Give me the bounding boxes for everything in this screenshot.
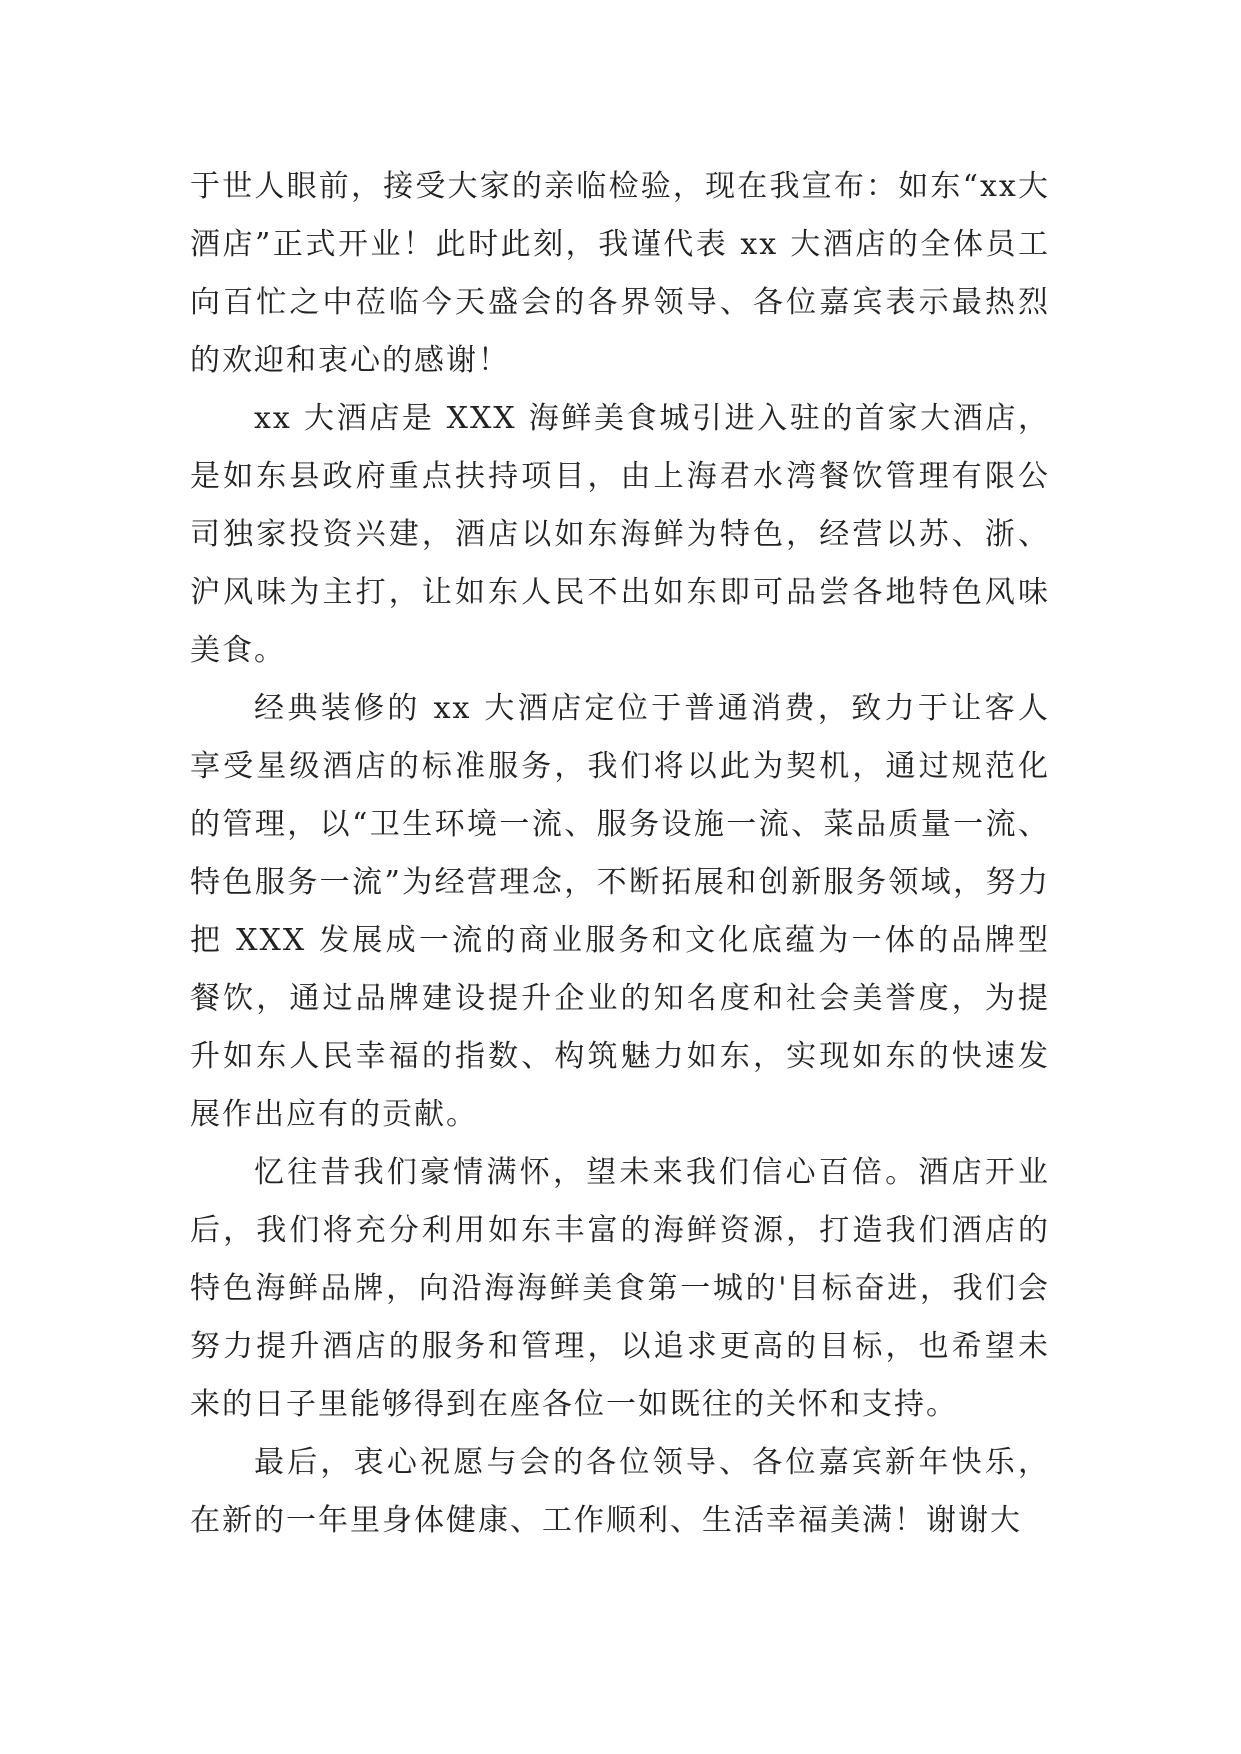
paragraph-closing-wishes: 最后，衷心祝愿与会的各位领导、各位嘉宾新年快乐，在新的一年里身体健康、工作顺利、生活幸福美满！谢谢大 (190, 1445, 1050, 1538)
paragraph-continuation: 于世人眼前，接受大家的亲临检验，现在我宣布：如东“xx大酒店”正式开业！此时此刻，我谨代表 xx 大酒店的全体员工向百忙之中莅临今天盛会的各界领导、各位嘉宾表示最热烈的欢迎和衷心的感谢！ (190, 169, 1050, 378)
paragraph-hotel-intro: xx 大酒店是 XXX 海鲜美食城引进入驻的首家大酒店，是如东县政府重点扶持项目，由上海君水湾餐饮管理有限公司独家投资兴建，酒店以如东海鲜为特色，经营以苏、浙、沪风味为主打，让如东人民不出如东即可品尝各地特色风味美食。 (190, 401, 1050, 668)
paragraph-future-outlook: 忆往昔我们豪情满怀，望未来我们信心百倍。酒店开业后，我们将充分利用如东丰富的海鲜资源，打造我们酒店的特色海鲜品牌，向沿海海鲜美食第一城的'目标奋进，我们会努力提升酒店的服务和管理，以追求更高的目标，也希望未来的日子里能够得到在座各位一如既往的关怀和支持。 (190, 1155, 1050, 1422)
paragraph-hotel-positioning: 经典装修的 xx 大酒店定位于普通消费，致力于让客人享受星级酒店的标准服务，我们将以此为契机，通过规范化的管理，以“卫生环境一流、服务设施一流、菜品质量一流、特色服务一流”为经营理念，不断拓展和创新服务领域，努力把 XXX 发展成一流的商业服务和文化底蕴为一体的品牌型餐饮，通过品牌建设提升企业的知名度和社会美誉度，为提升如东人民幸福的指数、构筑魅力如东，实现如东的快速发展作出应有的贡献。 (190, 691, 1050, 1132)
document-body (190, 158, 1050, 1550)
